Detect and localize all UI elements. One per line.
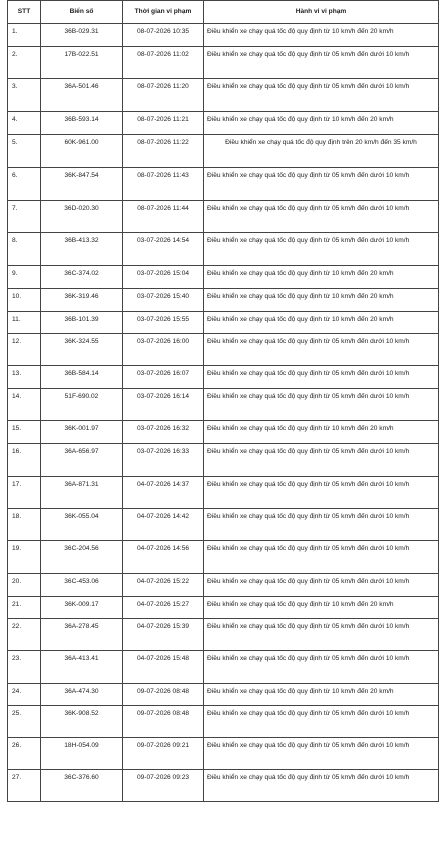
row-violation: Điều khiển xe chạy quá tốc độ quy định từ 05 km/h đến dưới 10 km/h [204,651,439,684]
row-violation: Điều khiển xe chạy quá tốc độ quy định từ 10 km/h đến 20 km/h [204,289,439,312]
table-body [8,24,439,802]
row-violation: Điều khiển xe chạy quá tốc độ quy định từ 05 km/h đến dưới 10 km/h [204,168,439,201]
row-violation: Điều khiển xe chạy quá tốc độ quy định từ 10 km/h đến 20 km/h [204,266,439,289]
row-time: 03-07-2026 16:33 [123,444,204,477]
row-plate: 36C-204.56 [41,541,123,574]
row-time: 09-07-2026 08:48 [123,684,204,706]
row-time: 09-07-2026 08:48 [123,706,204,738]
row-plate: 36B-029.31 [41,24,123,47]
row-stt: 13. [8,366,41,389]
row-stt: 4. [8,112,41,135]
table-row [8,24,439,47]
row-plate: 36K-847.54 [41,168,123,201]
row-stt: 20. [8,574,41,597]
row-violation: Điều khiển xe chạy quá tốc độ quy định từ 05 km/h đến dưới 10 km/h [204,574,439,597]
row-violation: Điều khiển xe chạy quá tốc độ quy định trên 20 km/h đến 35 km/h [204,135,439,168]
table-row [8,574,439,597]
row-stt: 26. [8,738,41,770]
table-row [8,421,439,444]
row-time: 08-07-2026 11:43 [123,168,204,201]
violations-table [7,0,439,802]
row-stt: 7. [8,201,41,233]
row-violation: Điều khiển xe chạy quá tốc độ quy định từ 05 km/h đến dưới 10 km/h [204,477,439,509]
row-violation: Điều khiển xe chạy quá tốc độ quy định từ 05 km/h đến dưới 10 km/h [204,334,439,366]
row-time: 03-07-2026 16:00 [123,334,204,366]
header-violation: Hành vi vi phạm [204,1,439,24]
row-time: 03-07-2026 16:32 [123,421,204,444]
table-row [8,312,439,334]
row-plate: 36D-020.30 [41,201,123,233]
row-stt: 8. [8,233,41,266]
row-stt: 22. [8,619,41,651]
row-stt: 24. [8,684,41,706]
row-time: 08-07-2026 11:44 [123,201,204,233]
table-row [8,541,439,574]
table-row [8,444,439,477]
table-row [8,770,439,802]
row-time: 04-07-2026 15:22 [123,574,204,597]
row-time: 04-07-2026 15:48 [123,651,204,684]
row-time: 03-07-2026 15:55 [123,312,204,334]
row-plate: 60K-961.00 [41,135,123,168]
table-row [8,738,439,770]
row-stt: 19. [8,541,41,574]
row-plate: 36A-501.46 [41,79,123,112]
table-row [8,684,439,706]
row-violation: Điều khiển xe chạy quá tốc độ quy định từ 10 km/h đến 20 km/h [204,112,439,135]
header-stt: STT [8,1,41,24]
row-violation: Điều khiển xe chạy quá tốc độ quy định từ 05 km/h đến dưới 10 km/h [204,541,439,574]
row-violation: Điều khiển xe chạy quá tốc độ quy định từ 05 km/h đến dưới 10 km/h [204,444,439,477]
row-time: 08-07-2026 11:02 [123,47,204,79]
row-plate: 36B-593.14 [41,112,123,135]
table-row [8,389,439,421]
row-plate: 36K-009.17 [41,597,123,619]
row-plate: 36B-584.14 [41,366,123,389]
row-plate: 36K-908.52 [41,706,123,738]
table-row [8,289,439,312]
row-time: 03-07-2026 16:14 [123,389,204,421]
row-stt: 27. [8,770,41,802]
table-row [8,651,439,684]
row-plate: 36K-324.55 [41,334,123,366]
row-plate: 36A-474.30 [41,684,123,706]
row-violation: Điều khiển xe chạy quá tốc độ quy định từ 05 km/h đến dưới 10 km/h [204,619,439,651]
row-violation: Điều khiển xe chạy quá tốc độ quy định từ 05 km/h đến dưới 10 km/h [204,509,439,541]
row-violation: Điều khiển xe chạy quá tốc độ quy định từ 10 km/h đến 20 km/h [204,312,439,334]
row-violation: Điều khiển xe chạy quá tốc độ quy định từ 05 km/h đến dưới 10 km/h [204,233,439,266]
row-stt: 16. [8,444,41,477]
table-row [8,201,439,233]
row-violation: Điều khiển xe chạy quá tốc độ quy định từ 10 km/h đến 20 km/h [204,597,439,619]
row-plate: 36K-055.04 [41,509,123,541]
row-stt: 14. [8,389,41,421]
table-row [8,334,439,366]
row-stt: 5. [8,135,41,168]
row-stt: 10. [8,289,41,312]
row-stt: 11. [8,312,41,334]
row-time: 04-07-2026 14:42 [123,509,204,541]
row-violation: Điều khiển xe chạy quá tốc độ quy định từ 10 km/h đến 20 km/h [204,421,439,444]
row-stt: 18. [8,509,41,541]
row-stt: 1. [8,24,41,47]
table-row [8,366,439,389]
row-violation: Điều khiển xe chạy quá tốc độ quy định từ 10 km/h đến 20 km/h [204,24,439,47]
table-row [8,706,439,738]
row-stt: 15. [8,421,41,444]
table-row [8,597,439,619]
row-violation: Điều khiển xe chạy quá tốc độ quy định từ 05 km/h đến dưới 10 km/h [204,366,439,389]
table-row [8,135,439,168]
header-row [8,1,439,24]
table-row [8,233,439,266]
row-violation: Điều khiển xe chạy quá tốc độ quy định từ 05 km/h đến dưới 10 km/h [204,738,439,770]
row-stt: 21. [8,597,41,619]
row-violation: Điều khiển xe chạy quá tốc độ quy định từ 05 km/h đến dưới 10 km/h [204,79,439,112]
row-time: 03-07-2026 15:40 [123,289,204,312]
row-time: 04-07-2026 14:56 [123,541,204,574]
row-time: 08-07-2026 11:22 [123,135,204,168]
row-violation: Điều khiển xe chạy quá tốc độ quy định từ 05 km/h đến dưới 10 km/h [204,389,439,421]
row-time: 03-07-2026 15:04 [123,266,204,289]
row-plate: 36A-413.41 [41,651,123,684]
table-row [8,79,439,112]
row-violation: Điều khiển xe chạy quá tốc độ quy định từ 05 km/h đến dưới 10 km/h [204,770,439,802]
table-row [8,168,439,201]
header-time: Thời gian vi phạm [123,1,204,24]
table-row [8,477,439,509]
row-plate: 36A-871.31 [41,477,123,509]
row-stt: 2. [8,47,41,79]
row-plate: 51F-690.02 [41,389,123,421]
row-stt: 6. [8,168,41,201]
row-violation: Điều khiển xe chạy quá tốc độ quy định từ 05 km/h đến dưới 10 km/h [204,47,439,79]
row-violation: Điều khiển xe chạy quá tốc độ quy định từ 05 km/h đến dưới 10 km/h [204,201,439,233]
row-plate: 18H-054.09 [41,738,123,770]
row-plate: 36C-453.06 [41,574,123,597]
row-violation: Điều khiển xe chạy quá tốc độ quy định từ 05 km/h đến dưới 10 km/h [204,706,439,738]
row-stt: 3. [8,79,41,112]
row-plate: 36A-656.97 [41,444,123,477]
table-row [8,619,439,651]
row-time: 04-07-2026 15:39 [123,619,204,651]
row-time: 08-07-2026 10:35 [123,24,204,47]
row-plate: 36A-278.45 [41,619,123,651]
row-time: 03-07-2026 16:07 [123,366,204,389]
row-time: 09-07-2026 09:21 [123,738,204,770]
row-time: 08-07-2026 11:20 [123,79,204,112]
row-plate: 36K-001.97 [41,421,123,444]
row-plate: 36B-413.32 [41,233,123,266]
table-row [8,112,439,135]
row-time: 04-07-2026 14:37 [123,477,204,509]
row-plate: 36C-376.60 [41,770,123,802]
row-plate: 36B-101.39 [41,312,123,334]
row-plate: 17B-022.51 [41,47,123,79]
header-plate: Biển số [41,1,123,24]
row-stt: 25. [8,706,41,738]
row-stt: 17. [8,477,41,509]
row-stt: 23. [8,651,41,684]
table-row [8,509,439,541]
row-time: 09-07-2026 09:23 [123,770,204,802]
table-row [8,266,439,289]
row-stt: 12. [8,334,41,366]
row-plate: 36C-374.02 [41,266,123,289]
row-time: 04-07-2026 15:27 [123,597,204,619]
row-time: 08-07-2026 11:21 [123,112,204,135]
row-time: 03-07-2026 14:54 [123,233,204,266]
row-violation: Điều khiển xe chạy quá tốc độ quy định từ 10 km/h đến 20 km/h [204,684,439,706]
table-row [8,47,439,79]
row-plate: 36K-319.46 [41,289,123,312]
row-stt: 9. [8,266,41,289]
